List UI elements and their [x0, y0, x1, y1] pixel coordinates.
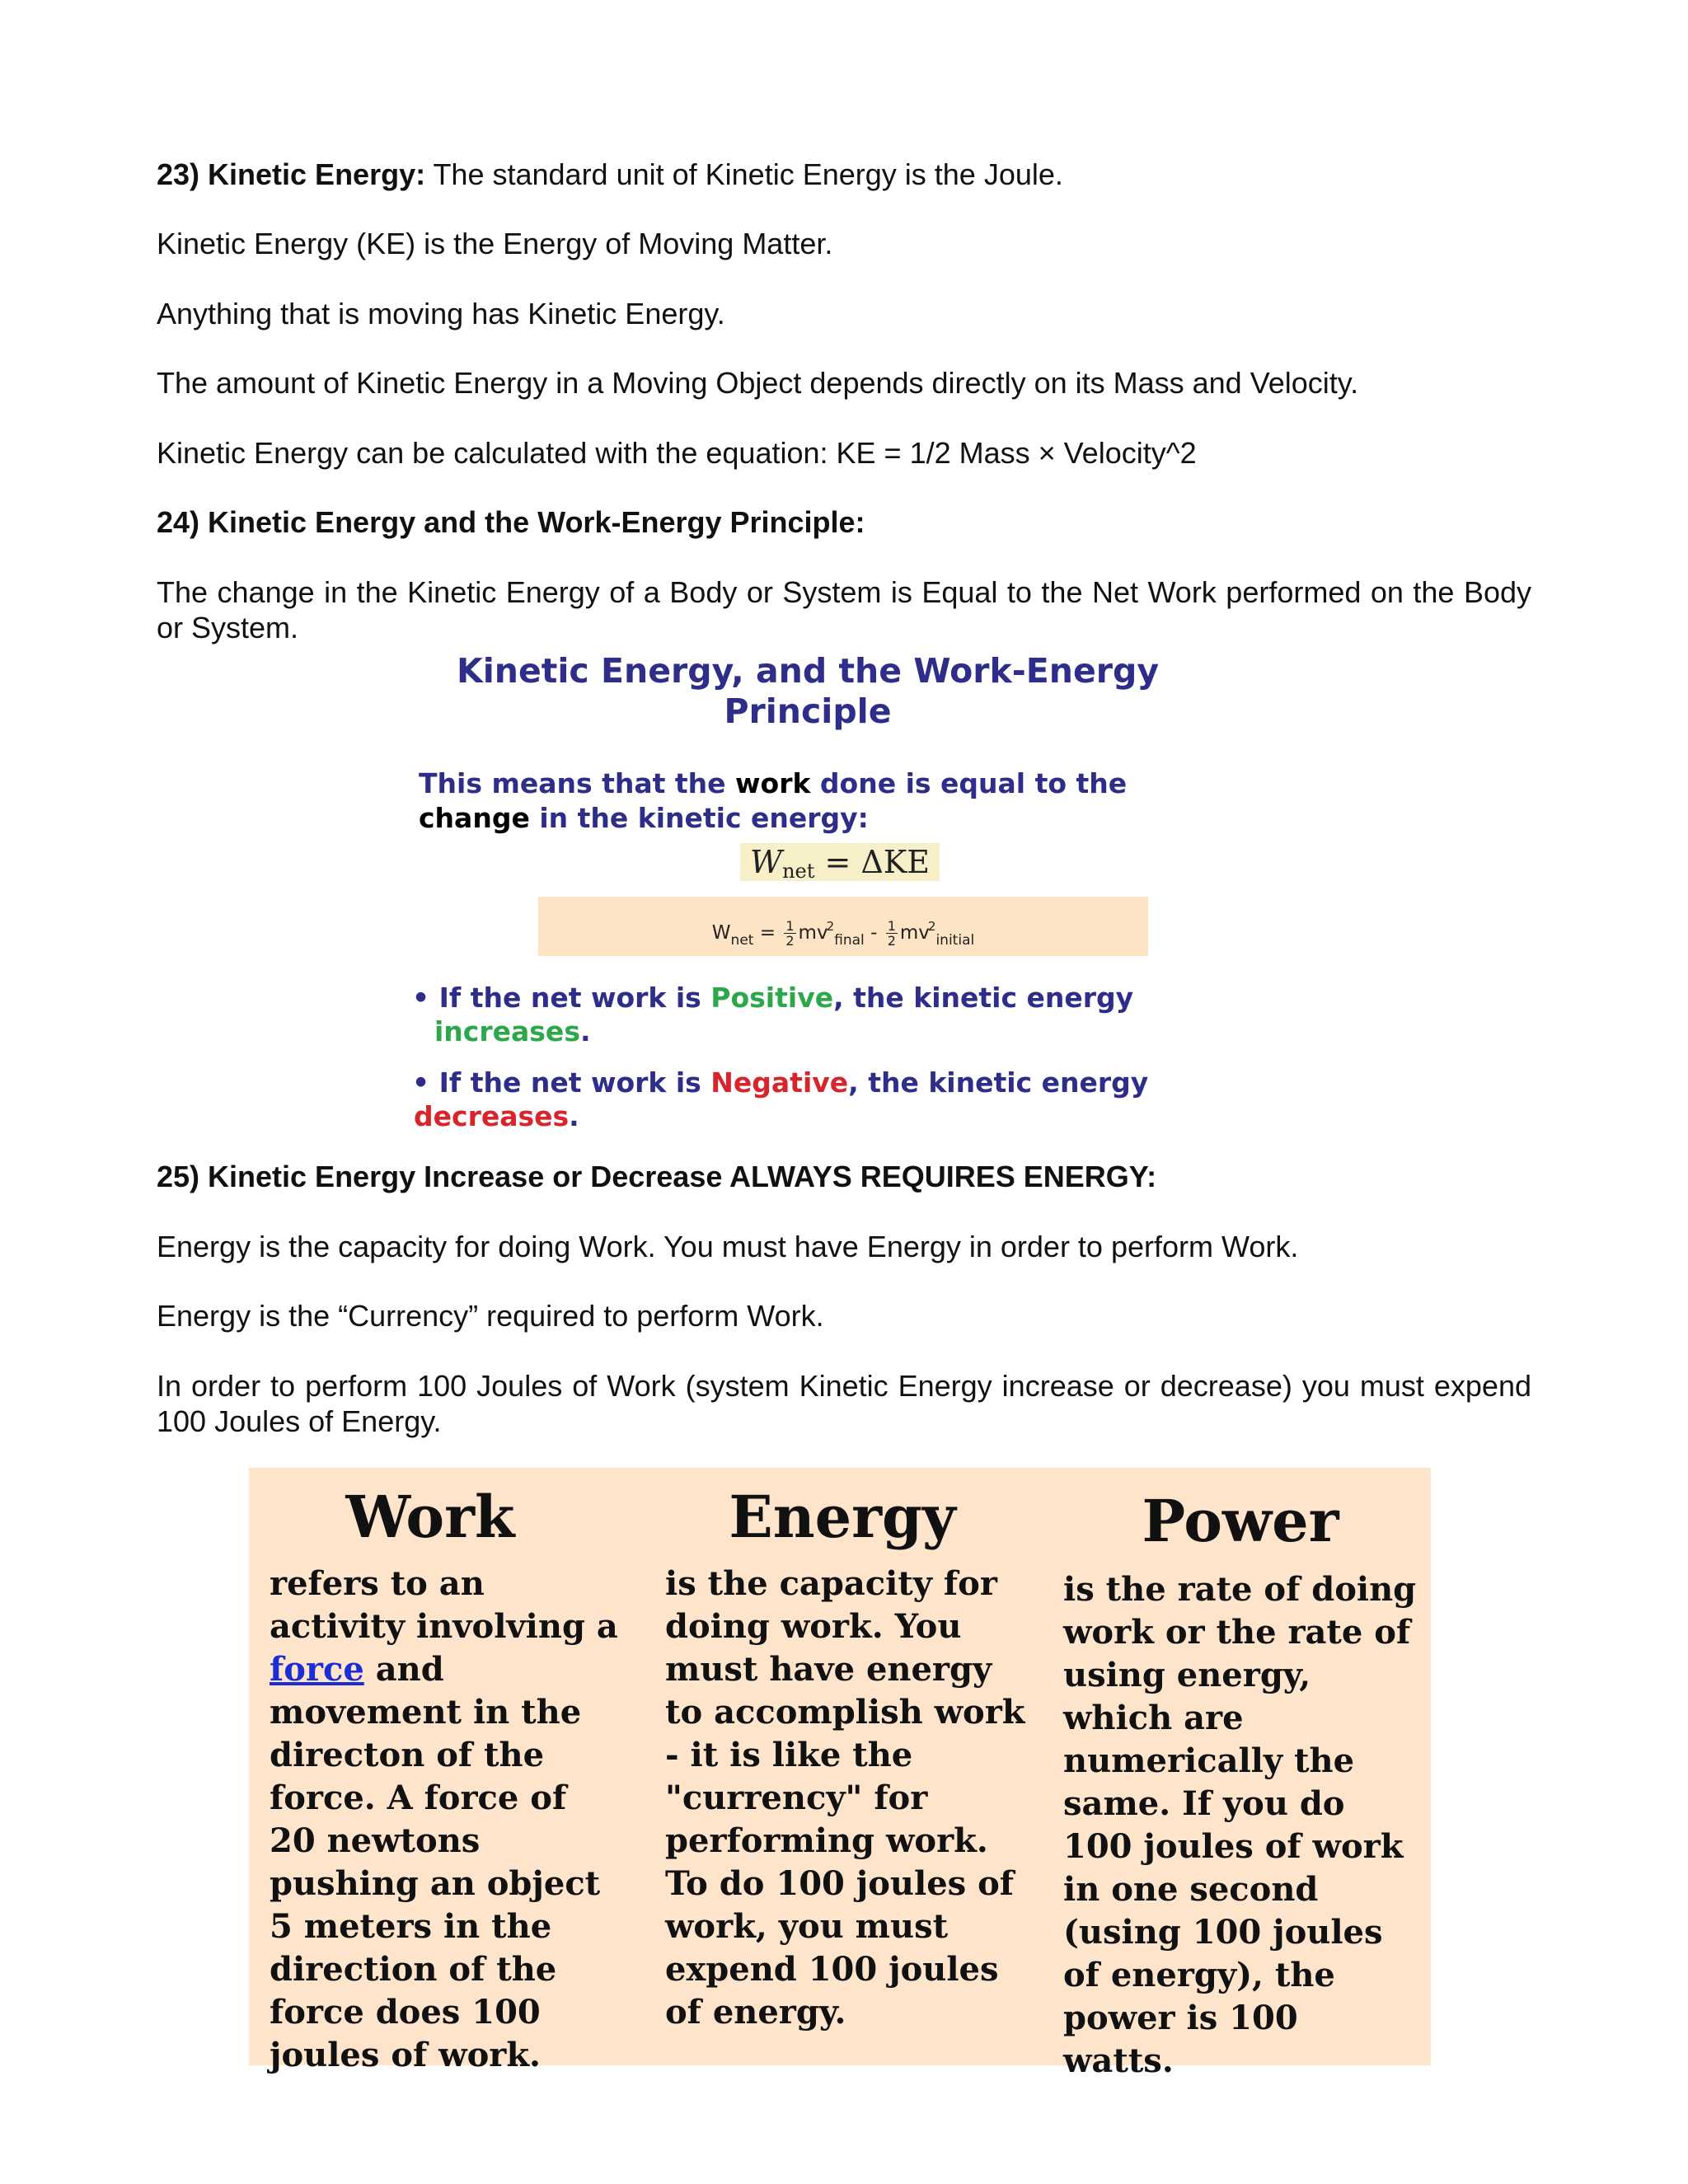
eq2-mv-2: mv — [899, 922, 930, 944]
ke-equation-statement: Kinetic Energy can be calculated with the equation: KE = 1/2 Mass × Velocity^2 — [157, 436, 1197, 470]
meaning-work-word: work — [735, 767, 811, 799]
half-fraction-2 — [886, 919, 898, 948]
frac1-den: 2 — [785, 933, 795, 949]
meaning-part-e: in the kinetic energy: — [529, 802, 869, 834]
eq2-w: W — [711, 922, 731, 944]
expanded-equation-box — [538, 897, 1148, 956]
energy-column — [665, 1484, 1028, 2034]
frac2-num: 1 — [887, 918, 896, 934]
frac1-num: 1 — [785, 918, 795, 934]
energy-title: Energy — [729, 1483, 956, 1551]
bullet2-period: . — [569, 1100, 579, 1132]
slide-meaning-text — [419, 766, 1210, 836]
eq1-net: net — [782, 860, 815, 883]
expanded-equation — [538, 897, 1148, 956]
eq2-equals: = — [759, 922, 776, 944]
work-definition — [270, 1563, 620, 2077]
eq1-w: W — [750, 844, 783, 880]
bullet2-negative: Negative — [710, 1066, 849, 1099]
bullet1-increases: increases — [434, 1015, 580, 1047]
force-link[interactable]: force — [270, 1650, 364, 1689]
eq2-minus: - — [870, 922, 878, 944]
work-text-a: refers to an activity involving a — [270, 1564, 618, 1646]
bullet1-c: , the kinetic energy — [833, 982, 1134, 1014]
meaning-part-a: This means that the — [419, 767, 736, 799]
section-23-title: 23) Kinetic Energy: — [157, 157, 426, 191]
positive-work-bullet — [412, 981, 1203, 1048]
slide-title-line2: Principle — [724, 691, 892, 731]
work-column — [270, 1484, 620, 2077]
section-24-title: 24) Kinetic Energy and the Work-Energy Principle: — [157, 505, 865, 539]
wnet-delta-ke-equation — [740, 843, 940, 881]
bullet1-a: • If the net work is — [412, 982, 711, 1014]
hundred-joules-statement: In order to perform 100 Joules of Work (system Kinetic Energy increase or decrease) you must expend 100 Joules of Energy. — [157, 1369, 1531, 1438]
bullet2-decreases: decreases — [414, 1100, 570, 1132]
slide-title-line1: Kinetic Energy, and the Work-Energy — [456, 651, 1160, 691]
mass-velocity-statement: The amount of Kinetic Energy in a Moving Object depends directly on its Mass and Velocity. — [157, 366, 1359, 400]
section-23-title-rest: The standard unit of Kinetic Energy is the Joule. — [425, 157, 1063, 191]
bullet2-a: • If the net work is — [412, 1066, 711, 1099]
moving-statement: Anything that is moving has Kinetic Energy. — [157, 297, 725, 330]
section-25-heading — [157, 1159, 1531, 1194]
ke-definition: Kinetic Energy (KE) is the Energy of Moving Matter. — [157, 227, 833, 260]
meaning-part-c: done is equal to the — [810, 767, 1128, 799]
power-title: Power — [1142, 1487, 1339, 1555]
meaning-change-word: change — [419, 802, 530, 834]
work-text-b: and movement in the directon of the force. A force of 20 newtons pushing an object 5 meters in the direction of the force does 100 joules of work. — [270, 1650, 601, 2074]
eq1-rest: = ΔKE — [814, 844, 930, 880]
energy-definition: is the capacity for doing work. You must have energy to accomplish work - it is like the "currency" for performing work. To do 100 joules of work, you must expend 100 joules of energy. — [665, 1564, 1025, 2032]
section-25-title: 25) Kinetic Energy Increase or Decrease ALWAYS REQUIRES ENERGY: — [157, 1160, 1157, 1193]
section-23-heading — [157, 157, 1531, 192]
eq2-mv-1: mv — [798, 922, 828, 944]
section-24-heading — [157, 504, 1531, 540]
slide-title — [396, 651, 1220, 732]
section-24-body: The change in the Kinetic Energy of a Body or System is Equal to the Net Work performed on the Body or System. — [157, 575, 1531, 644]
half-fraction-1 — [784, 919, 795, 948]
eq2-net: net — [730, 932, 754, 949]
work-energy-power-panel — [249, 1468, 1431, 2080]
eq2-square-1: 2 — [826, 919, 835, 934]
frac2-den: 2 — [887, 933, 896, 949]
bullet1-positive: Positive — [710, 982, 834, 1014]
power-column — [1063, 1488, 1418, 2083]
bullet2-c: , the kinetic energy — [848, 1066, 1149, 1099]
eq2-square-2: 2 — [927, 919, 936, 934]
work-title: Work — [345, 1483, 515, 1551]
energy-currency-statement: Energy is the “Currency” required to perform Work. — [157, 1299, 824, 1333]
eq2-initial: initial — [935, 932, 975, 949]
bullet1-period: . — [579, 1015, 591, 1047]
negative-work-bullet — [412, 1066, 1203, 1133]
eq2-final: final — [834, 932, 865, 949]
power-definition: is the rate of doing work or the rate of using energy, which are numerically the same. If you do 100 joules of work in one second (using 100 joules of energy), the power is 100 watts. — [1063, 1570, 1417, 2080]
energy-capacity-statement: Energy is the capacity for doing Work. You must have Energy in order to perform Work. — [157, 1230, 1299, 1263]
work-energy-slide — [396, 651, 1220, 1146]
